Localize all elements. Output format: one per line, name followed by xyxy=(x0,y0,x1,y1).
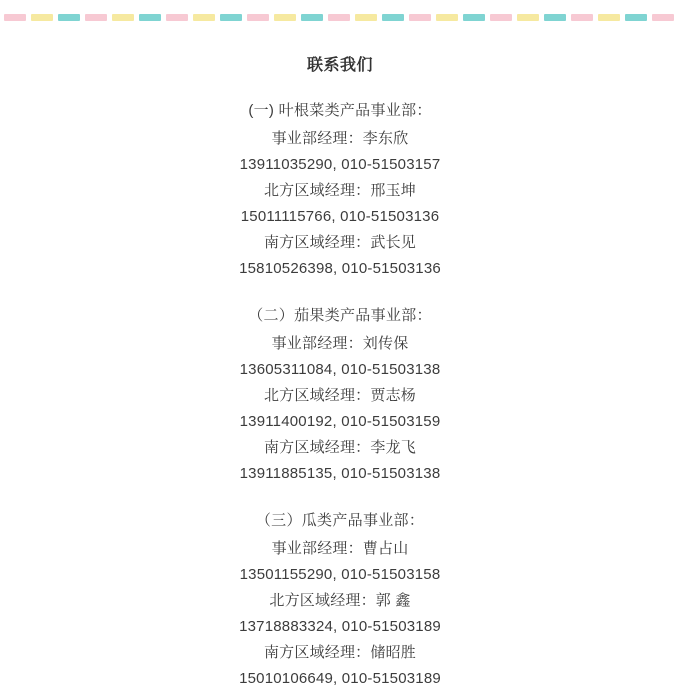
dash-segment xyxy=(85,14,107,21)
contact-role-name: 南方区域经理：储昭胜 xyxy=(263,644,416,661)
contact-role-name: 南方区域经理：武长见 xyxy=(263,234,416,251)
dash-segment xyxy=(58,14,80,21)
dash-segment xyxy=(166,14,188,21)
contact-role-name: 事业部经理：曹占山 xyxy=(271,540,409,557)
contact-role-name: 北方区域经理：郭 鑫 xyxy=(269,592,411,609)
dash-segment xyxy=(436,14,458,21)
document-content xyxy=(0,52,680,692)
section-block xyxy=(20,304,660,487)
dash-segment xyxy=(139,14,161,21)
contact-phones: 15010106649, 010-51503189 xyxy=(239,670,441,687)
contact-phones: 13605311084, 010-51503138 xyxy=(239,361,441,378)
dash-segment xyxy=(193,14,215,21)
dash-segment xyxy=(328,14,350,21)
dash-segment xyxy=(382,14,404,21)
section-block xyxy=(20,509,660,692)
contact-role-name: 事业部经理：刘传保 xyxy=(271,335,409,352)
dash-segment xyxy=(220,14,242,21)
dash-segment xyxy=(301,14,323,21)
dash-segment xyxy=(652,14,674,21)
dash-segment xyxy=(571,14,593,21)
section-heading: (一) 叶根菜类产品事业部： xyxy=(248,102,432,119)
dash-segment xyxy=(4,14,26,21)
dash-segment xyxy=(247,14,269,21)
dash-segment xyxy=(598,14,620,21)
contact-phones: 15810526398, 010-51503136 xyxy=(239,260,441,277)
contact-role-name: 南方区域经理：李龙飞 xyxy=(263,439,416,456)
contact-phones: 15011115766, 010-51503136 xyxy=(240,208,440,225)
section-heading: （二）茄果类产品事业部： xyxy=(248,307,432,324)
dash-segment xyxy=(409,14,431,21)
decorative-dashed-stripe xyxy=(0,0,680,26)
contact-phones: 13911885135, 010-51503138 xyxy=(239,465,441,482)
contact-phones: 13501155290, 010-51503158 xyxy=(239,566,441,583)
contact-phones: 13911400192, 010-51503159 xyxy=(239,413,441,430)
contact-role-name: 北方区域经理：贾志杨 xyxy=(263,387,416,404)
dash-segment xyxy=(31,14,53,21)
dash-segment xyxy=(490,14,512,21)
dash-segment xyxy=(544,14,566,21)
contact-role-name: 北方区域经理：邢玉坤 xyxy=(263,182,416,199)
contact-phones: 13911035290, 010-51503157 xyxy=(239,156,441,173)
dash-segment xyxy=(517,14,539,21)
section-heading: （三）瓜类产品事业部： xyxy=(255,512,425,529)
dash-segment xyxy=(112,14,134,21)
page-title: 联系我们 xyxy=(306,57,373,74)
dash-segment xyxy=(355,14,377,21)
dash-segment xyxy=(625,14,647,21)
dash-segment xyxy=(274,14,296,21)
section-block xyxy=(20,99,660,282)
contact-role-name: 事业部经理：李东欣 xyxy=(271,130,409,147)
contact-phones: 13718883324, 010-51503189 xyxy=(239,618,441,635)
dash-segment xyxy=(463,14,485,21)
